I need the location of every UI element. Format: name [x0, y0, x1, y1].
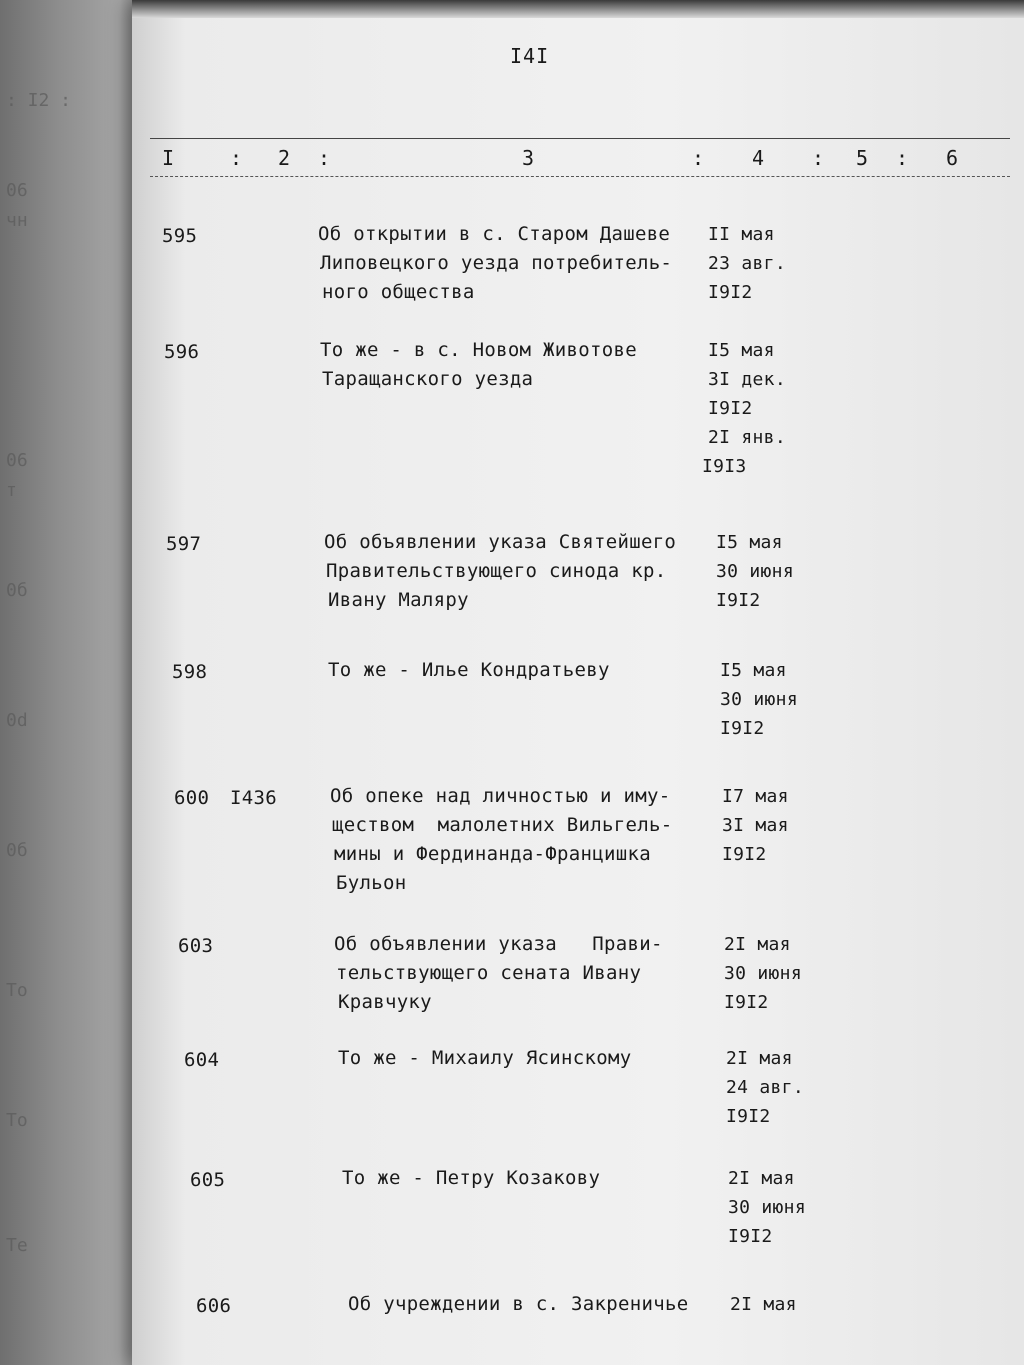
column-header-6: 6 [946, 146, 959, 170]
page-number: I4I [510, 44, 550, 68]
column-separator: : [692, 146, 705, 170]
column-separator: : [230, 146, 243, 170]
row-date-line: I5 мая [720, 660, 787, 681]
row-date-line: I9I2 [722, 844, 767, 865]
row-date-line: 30 июня [728, 1197, 806, 1218]
row-description-line: Об объявлении указа Прави- [334, 933, 663, 955]
row-description-line: Ивану Маляру [328, 589, 469, 611]
row-date-line: 30 июня [716, 561, 794, 582]
row-date-line: I5 мая [716, 532, 783, 553]
row-date-line: I9I2 [716, 590, 761, 611]
column-separator: : [896, 146, 909, 170]
column-header-4: 4 [752, 146, 765, 170]
row-date-line: II мая [708, 224, 775, 245]
row-number: 605 [190, 1169, 226, 1191]
column-header-3: 3 [522, 146, 535, 170]
row-description-line: Об опеке над личностью и иму- [330, 785, 671, 807]
row-date-line: I9I2 [708, 398, 753, 419]
row-date-line: I9I2 [708, 282, 753, 303]
row-description-line: То же - Петру Козакову [342, 1167, 601, 1189]
row-number: 606 [196, 1295, 232, 1317]
row-number: 600 [174, 787, 210, 809]
row-number: 598 [172, 661, 208, 683]
row-date-line: 24 авг. [726, 1077, 804, 1098]
row-number: 597 [166, 533, 202, 555]
row-date-line: 3I дек. [708, 369, 786, 390]
row-description-line: Кравчуку [338, 991, 432, 1013]
row-date-line: I9I2 [724, 992, 769, 1013]
row-date-line: I5 мая [708, 340, 775, 361]
row-description-line: Правительствующего синода кр. [326, 560, 667, 582]
row-date-line: 2I мая [728, 1168, 795, 1189]
row-description-line: Липовецкого уезда потребитель- [320, 252, 673, 274]
header-rule-bottom [150, 176, 1010, 177]
row-description-line: Таращанского уезда [322, 368, 534, 390]
row-date-line: I7 мая [722, 786, 789, 807]
page-top-edge [132, 0, 1024, 18]
row-date-line: 2I мая [726, 1048, 793, 1069]
row-date-line: 2I мая [724, 934, 791, 955]
header-rule-top [150, 138, 1010, 139]
row-description-line: ществом малолетних Вильгель- [332, 814, 673, 836]
row-description-line: Об открытии в с. Старом Дашеве [318, 223, 671, 245]
row-date-line: 30 июня [724, 963, 802, 984]
row-number: 596 [164, 341, 200, 363]
row-description-line: тельствующего сената Ивану [336, 962, 642, 984]
column-header-2: 2 [278, 146, 291, 170]
row-description-line: Об учреждении в с. Закреничье [348, 1293, 689, 1315]
column-header-1: I [162, 146, 175, 170]
adjacent-page: : I2 : 06 чн 06 т 0б 0d 0б То То Те [0, 0, 150, 1365]
row-description-line: То же - Илье Кондратьеву [328, 659, 610, 681]
row-old-number: I436 [230, 787, 277, 809]
row-description-line: мины и Фердинанда-Францишка [334, 843, 651, 865]
row-date-line: I9I2 [726, 1106, 771, 1127]
row-date-line: 2I мая [730, 1294, 797, 1315]
row-description-line: ного общества [322, 281, 475, 303]
row-date-line: 2I янв. [708, 427, 786, 448]
row-date-line: I9I2 [728, 1226, 773, 1247]
row-description-line: Об объявлении указа Святейшего [324, 531, 677, 553]
row-number: 603 [178, 935, 214, 957]
row-date-line: I9I3 [702, 456, 747, 477]
row-date-line: 23 авг. [708, 253, 786, 274]
row-number: 604 [184, 1049, 220, 1071]
row-date-line: 30 июня [720, 689, 798, 710]
row-date-line: 3I мая [722, 815, 789, 836]
column-header-5: 5 [856, 146, 869, 170]
row-date-line: I9I2 [720, 718, 765, 739]
row-description-line: То же - в с. Новом Животове [320, 339, 637, 361]
row-number: 595 [162, 225, 198, 247]
row-description-line: Бульон [336, 872, 407, 894]
column-separator: : [318, 146, 331, 170]
row-description-line: То же - Михаилу Ясинскому [338, 1047, 632, 1069]
column-separator: : [812, 146, 825, 170]
